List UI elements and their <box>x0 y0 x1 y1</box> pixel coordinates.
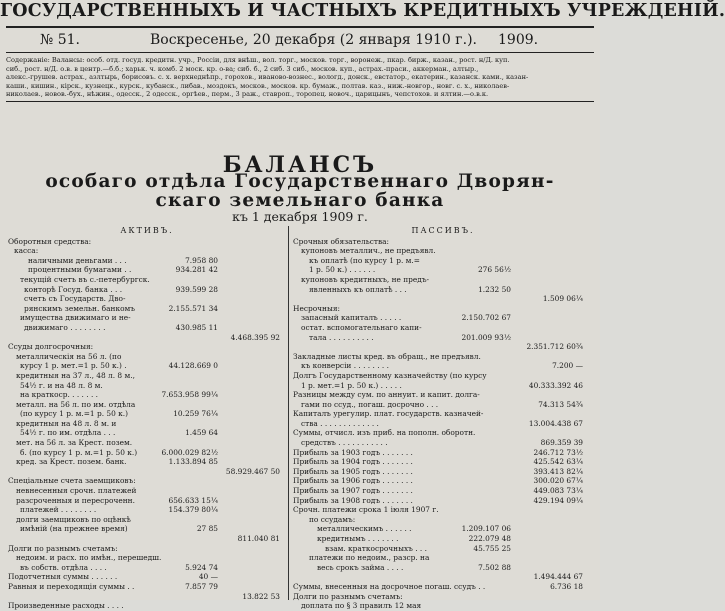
issue-line <box>0 30 600 50</box>
row-label: 1 р. 50 к.) . . . . . . <box>309 265 376 275</box>
row-label: мет. на 56 л. за Крест. позем. <box>16 438 133 448</box>
row-label: движимаго . . . . . . . . <box>24 322 106 332</box>
article-subtitle-line2: скаго земельнаго банка <box>155 190 445 211</box>
balance-row <box>8 601 286 611</box>
balance-row <box>8 505 286 515</box>
balance-row <box>8 409 286 419</box>
balance-row <box>8 592 286 602</box>
balance-row <box>293 505 593 515</box>
row-label: б. (по курсу 1 р. м.=1 р. 50 к.) <box>20 447 138 457</box>
balance-row <box>8 476 286 486</box>
row-label: къ оплатѣ (по курсу 1 р. м.= <box>309 255 420 265</box>
row-label: имѣній (на прежнее время) <box>20 524 128 534</box>
balance-row <box>293 515 593 525</box>
balance-row <box>8 381 286 391</box>
balance-row <box>8 390 286 400</box>
row-total: 13.822 53 <box>242 591 280 601</box>
toc-rule <box>6 101 594 102</box>
row-label: весь срокъ займа . . . . <box>317 562 404 572</box>
row-total: 4.468.395 92 <box>230 332 280 342</box>
balance-row <box>293 275 593 285</box>
balance-row <box>8 563 286 573</box>
balance-row <box>293 304 593 314</box>
balance-row <box>293 572 593 582</box>
row-subtotal: 40 — <box>198 572 218 582</box>
row-label: конторѣ Госуд. банка . . . <box>24 284 123 294</box>
row-label: разсроченныя и пересроченн. <box>16 495 135 505</box>
row-total: 869.359 39 <box>540 438 583 448</box>
row-label: долги заемщиковъ по оцѣнкѣ <box>16 514 131 524</box>
row-label: въ собств. отдѣла . . . . <box>20 562 107 572</box>
balance-row <box>293 313 593 323</box>
row-label: Разницы между сум. по аннуит. и капит. долга- <box>293 390 480 400</box>
article-subtitle-line1: особаго отдѣла Государственнаго Дворян- <box>45 171 555 192</box>
row-label: ства . . . . . . . . . . . . . <box>301 418 379 428</box>
column-divider <box>288 226 289 600</box>
row-label: рянскимъ земельн. банкомъ <box>24 303 135 313</box>
row-subtotal: 2.155.571 34 <box>168 303 218 313</box>
balance-row <box>293 352 593 362</box>
row-subtotal: 27 85 <box>196 524 218 534</box>
balance-row <box>293 601 593 611</box>
balance-row <box>293 496 593 506</box>
row-label: Прибыль за 1907 годъ . . . . . . . <box>293 486 413 496</box>
row-label: платежей . . . . . . . . <box>20 505 97 515</box>
row-label: Несрочныя: <box>293 303 340 313</box>
liabilities-column <box>293 226 593 611</box>
balance-row <box>8 361 286 371</box>
row-label: кредитныя на 37 л., 48 л. 8 м., <box>16 370 135 380</box>
balance-row <box>8 237 286 247</box>
balance-row <box>8 323 286 333</box>
toc-line: николаев., новов.-бух., нѣжин., одесск., 2 одесск., оргѣев., перм., 3 раж., ставроп., торопец. новоч., царицынъ, чепстохов. и ялтин.—о.в.к. <box>6 90 489 99</box>
row-subtotal: 6.000.029 82½ <box>161 447 218 457</box>
liabilities-heading: ПАССИВЪ. <box>411 226 475 235</box>
row-label: гами по ссуд., погаш. досрочно . . . <box>301 399 439 409</box>
balance-row <box>8 256 286 266</box>
row-label: 1 р. мет.=1 р. 50 к.) . . . . . <box>301 380 402 390</box>
row-total: 1.494.444 67 <box>533 572 583 582</box>
row-label: кредитныя на 48 л. 8 м. и <box>16 418 117 428</box>
row-label: процентными бумагами . . <box>28 265 132 275</box>
row-label: 54½ г. по им. отдѣла . . . <box>20 428 116 438</box>
row-label: невнесенныя срочн. платежей <box>16 486 137 496</box>
balance-row <box>293 361 593 371</box>
balance-row <box>293 246 593 256</box>
issue-rule <box>6 52 594 53</box>
balance-row <box>293 400 593 410</box>
balance-row <box>8 467 286 477</box>
balance-row <box>293 237 593 247</box>
balance-row <box>8 400 286 410</box>
row-subtotal: 201.009 93½ <box>461 332 511 342</box>
row-label: Долгъ Государственному казначейству (по курсу <box>293 370 487 380</box>
balance-row <box>293 323 593 333</box>
row-label: (по курсу 1 р. м.=1 р. 50 к.) <box>20 409 129 419</box>
row-label: Подотчетныя суммы . . . . . . <box>8 572 118 582</box>
article-title: БАЛАНСЪ <box>222 152 378 178</box>
row-label: Прибыль за 1903 годъ . . . . . . . <box>293 447 413 457</box>
row-subtotal: 934.281 42 <box>175 265 218 275</box>
row-total: 58.929.467 50 <box>225 466 280 476</box>
balance-row <box>293 457 593 467</box>
row-label: Прибыль за 1905 годъ . . . . . . . <box>293 466 413 476</box>
row-subtotal: 7.958 80 <box>185 255 218 265</box>
row-label: счетъ съ Государств. Дво- <box>24 294 126 304</box>
row-label: Долги по разнымъ счетамъ: <box>8 543 118 553</box>
row-subtotal: 1.232 50 <box>478 284 511 294</box>
balance-row <box>8 438 286 448</box>
balance-row <box>293 381 593 391</box>
balance-row <box>8 448 286 458</box>
row-total: 425.542 63¼ <box>533 457 583 467</box>
row-label: кред. за Крест. позем. банк. <box>16 457 127 467</box>
row-label: Оборотныя средства: <box>8 236 92 246</box>
masthead-rule <box>6 26 594 28</box>
row-subtotal: 2.150.702 67 <box>461 313 511 323</box>
balance-row <box>293 467 593 477</box>
assets-heading: АКТИВЪ. <box>120 226 174 235</box>
balance-row <box>293 553 593 563</box>
issue-date: Воскресенье, 20 декабря (2 января 1910 г.). <box>150 32 477 48</box>
balance-row <box>293 256 593 266</box>
row-total: 1.509 06¼ <box>542 294 583 304</box>
assets-column <box>8 226 286 611</box>
row-total: 300.020 67¼ <box>533 476 583 486</box>
balance-row <box>293 534 593 544</box>
row-subtotal: 7.857 79 <box>185 581 218 591</box>
table-of-contents <box>6 56 594 144</box>
row-label: металлическимъ . . . . . . <box>317 524 412 534</box>
row-subtotal: 44.128.669 0 <box>168 361 218 371</box>
balance-row <box>293 265 593 275</box>
balance-row <box>8 313 286 323</box>
balance-row <box>8 352 286 362</box>
row-subtotal: 430.985 11 <box>175 322 218 332</box>
row-label: взам. краткосрочныхъ . . . <box>325 543 427 553</box>
row-label: явленныхъ къ оплатѣ . . . <box>309 284 407 294</box>
row-label: Капиталъ урегулир. плат. государств. казначей- <box>293 409 484 419</box>
assets-rows <box>8 237 286 611</box>
row-total: 429.194 09¼ <box>533 495 583 505</box>
row-label: Прибыль за 1908 годъ . . . . . . . <box>293 495 413 505</box>
balance-row <box>8 534 286 544</box>
row-subtotal: 7.653.958 99¼ <box>161 390 218 400</box>
balance-row <box>293 486 593 496</box>
balance-row <box>8 496 286 506</box>
balance-row <box>293 448 593 458</box>
balance-row <box>293 333 593 343</box>
row-subtotal: 222.079 48 <box>468 534 511 543</box>
row-label: недоим. и расх. по имѣн., перешедш. <box>16 553 162 563</box>
row-label: средствъ . . . . . . . . . . . <box>301 438 388 448</box>
row-label: къ конверсіи . . . . . . . . <box>301 361 389 371</box>
toc-line: Содержаніе: Валансы: особ. отд. госуд. кредитн. учр., Россіи, для внѣш., вол. торг., москов. торг., воронеж., пкар. бирж., казан., рост. н/Д. куп. <box>6 56 510 64</box>
row-label: Прибыль за 1904 годъ . . . . . . . <box>293 457 413 467</box>
balance-row <box>293 563 593 573</box>
balance-row <box>8 304 286 314</box>
balance-row <box>293 285 593 295</box>
row-total: 246.712 73½ <box>533 447 583 457</box>
balance-row <box>8 294 286 304</box>
balance-row <box>293 390 593 400</box>
balance-row <box>293 582 593 592</box>
row-label: платежи по недоим., разср. на <box>309 553 430 563</box>
balance-row <box>293 371 593 381</box>
balance-row <box>8 572 286 582</box>
article-date: къ 1 декабря 1909 г. <box>232 209 368 224</box>
balance-row <box>8 342 286 352</box>
row-label: курсу 1 р. мет.=1 р. 50 к.) . <box>20 361 127 371</box>
row-label: купоновъ металлич., не предъявл. <box>301 246 436 256</box>
balance-row <box>293 342 593 352</box>
balance-row <box>293 428 593 438</box>
balance-row <box>8 582 286 592</box>
row-total: 449.083 73¼ <box>533 486 583 496</box>
row-label: касса: <box>14 246 39 256</box>
row-label: Прибыль за 1906 годъ . . . . . . . <box>293 476 413 486</box>
row-total: 40.333.392 46 <box>528 380 583 390</box>
row-total: 13.004.438 67 <box>528 418 583 428</box>
balance-row <box>293 294 593 304</box>
row-total: 393.413 82¼ <box>533 466 583 476</box>
balance-row <box>8 275 286 285</box>
row-label: Закладные листы кред. въ обращ., не предъявл. <box>293 351 481 361</box>
balance-row <box>8 371 286 381</box>
row-subtotal: 7.502 88 <box>478 562 511 572</box>
row-label: остат. вспомогательнаго капи- <box>301 322 422 332</box>
balance-row <box>8 419 286 429</box>
balance-row <box>293 438 593 448</box>
row-total: 811.040 81 <box>237 534 280 543</box>
row-label: Спеціальные счета заемщиковъ: <box>8 476 136 486</box>
balance-row <box>8 285 286 295</box>
issue-year: 1909. <box>498 32 539 48</box>
balance-row <box>293 419 593 429</box>
balance-row <box>8 428 286 438</box>
balance-row <box>8 553 286 563</box>
balance-row <box>8 544 286 554</box>
toc-line: каши., кишин., кірск., кузнецк., курск., кубанск., либав., моздокъ, москов., москов. кр. бумаж., полтав. каз., ниж.-новгор., новг. с. х., николаев- <box>6 81 510 90</box>
masthead-title: ГОСУДАРСТВЕННЫХЪ И ЧАСТНЫХЪ КРЕДИТНЫХЪ УЧРЕЖДЕНІЙ. <box>0 1 725 21</box>
issue-number: № 51. <box>40 32 80 48</box>
row-label: запасный капиталъ . . . . . <box>301 313 402 323</box>
balance-row <box>293 524 593 534</box>
balance-row <box>8 246 286 256</box>
row-subtotal: 656.633 15¼ <box>168 495 218 505</box>
row-label: доплата по § 3 правилъ 12 мая <box>301 601 422 611</box>
balance-row <box>293 544 593 554</box>
row-subtotal: 1.133.894 85 <box>168 457 218 467</box>
row-label: Долги по разнымъ счетамъ: <box>293 591 403 601</box>
balance-row <box>8 515 286 525</box>
row-label: наличными деньгами . . . <box>28 255 127 265</box>
row-label: 54½ г. и на 48 л. 8 м. <box>20 380 103 390</box>
row-label: тала . . . . . . . . . . <box>309 332 374 342</box>
row-subtotal: 1.459 64 <box>185 428 218 438</box>
row-total: 74.313 54¾ <box>538 399 583 409</box>
row-label: металлическія на 56 л. (по <box>16 351 122 361</box>
row-label: купоновъ кредитныхъ, не предъ- <box>301 274 430 284</box>
balance-row <box>8 265 286 275</box>
balance-row <box>293 592 593 602</box>
row-total: 7.200 — <box>552 361 583 371</box>
row-subtotal: 45.755 25 <box>473 543 511 553</box>
balance-row <box>293 476 593 486</box>
row-label: Произведенные расходы . . . . <box>8 601 124 611</box>
row-label: металл. на 56 л. по им. отдѣла <box>16 399 136 409</box>
toc-line: сиб., рост. н/Д. о.в. в центр.—б.б.; харьк. ч. комб. 2 моск. кр. о-ва; сиб. б., 2 сиб. 3 сиб., москов. куп., астрах.-праси., аккерман., алтыр., <box>6 64 479 73</box>
row-label: Суммы, внесенныя на досрочное погаш. ссудъ . . <box>293 581 486 591</box>
row-label: Равныя и переходящія суммы . . <box>8 581 135 591</box>
balance-row <box>8 457 286 467</box>
row-label: имущества движимаго и не- <box>20 313 131 323</box>
row-label: кредитнымъ . . . . . . . <box>317 534 399 543</box>
row-total: 6.736 18 <box>550 581 583 591</box>
row-label: Ссуды долгосрочныя: <box>8 342 94 352</box>
row-total: 2.351.712 60¾ <box>526 342 583 352</box>
row-subtotal: 154.379 80¼ <box>168 505 218 515</box>
row-label: Срочныя обязательства: <box>293 236 390 246</box>
row-subtotal: 939.599 28 <box>175 284 218 294</box>
balance-row <box>8 524 286 534</box>
toc-line: алекс.-грушев. астрах., азлтырь, борисовъ. с. х. верхнеднѣпр., горохов., иваново-вознес., вологд., донск., евстатор., екатерин., казанск. ками., казан- <box>6 73 529 82</box>
row-label: текущій счетъ въ с.-петербургск. <box>20 274 150 284</box>
row-label: Суммы, отчисл. изъ приб. на пополн. оборотн. <box>293 428 476 438</box>
row-label: по ссудамъ: <box>309 514 356 524</box>
row-subtotal: 1.209.107 06 <box>461 524 511 534</box>
row-label: Срочн. платежи срока 1 іюля 1907 г. <box>293 505 439 515</box>
liabilities-rows <box>293 237 593 611</box>
row-subtotal: 5.924 74 <box>185 562 218 572</box>
balance-row <box>293 409 593 419</box>
balance-row <box>8 486 286 496</box>
row-subtotal: 276 56½ <box>477 265 511 275</box>
balance-row <box>8 333 286 343</box>
row-label: на краткоср. . . . . . . <box>20 390 99 400</box>
row-subtotal: 10.259 76¼ <box>173 409 218 419</box>
